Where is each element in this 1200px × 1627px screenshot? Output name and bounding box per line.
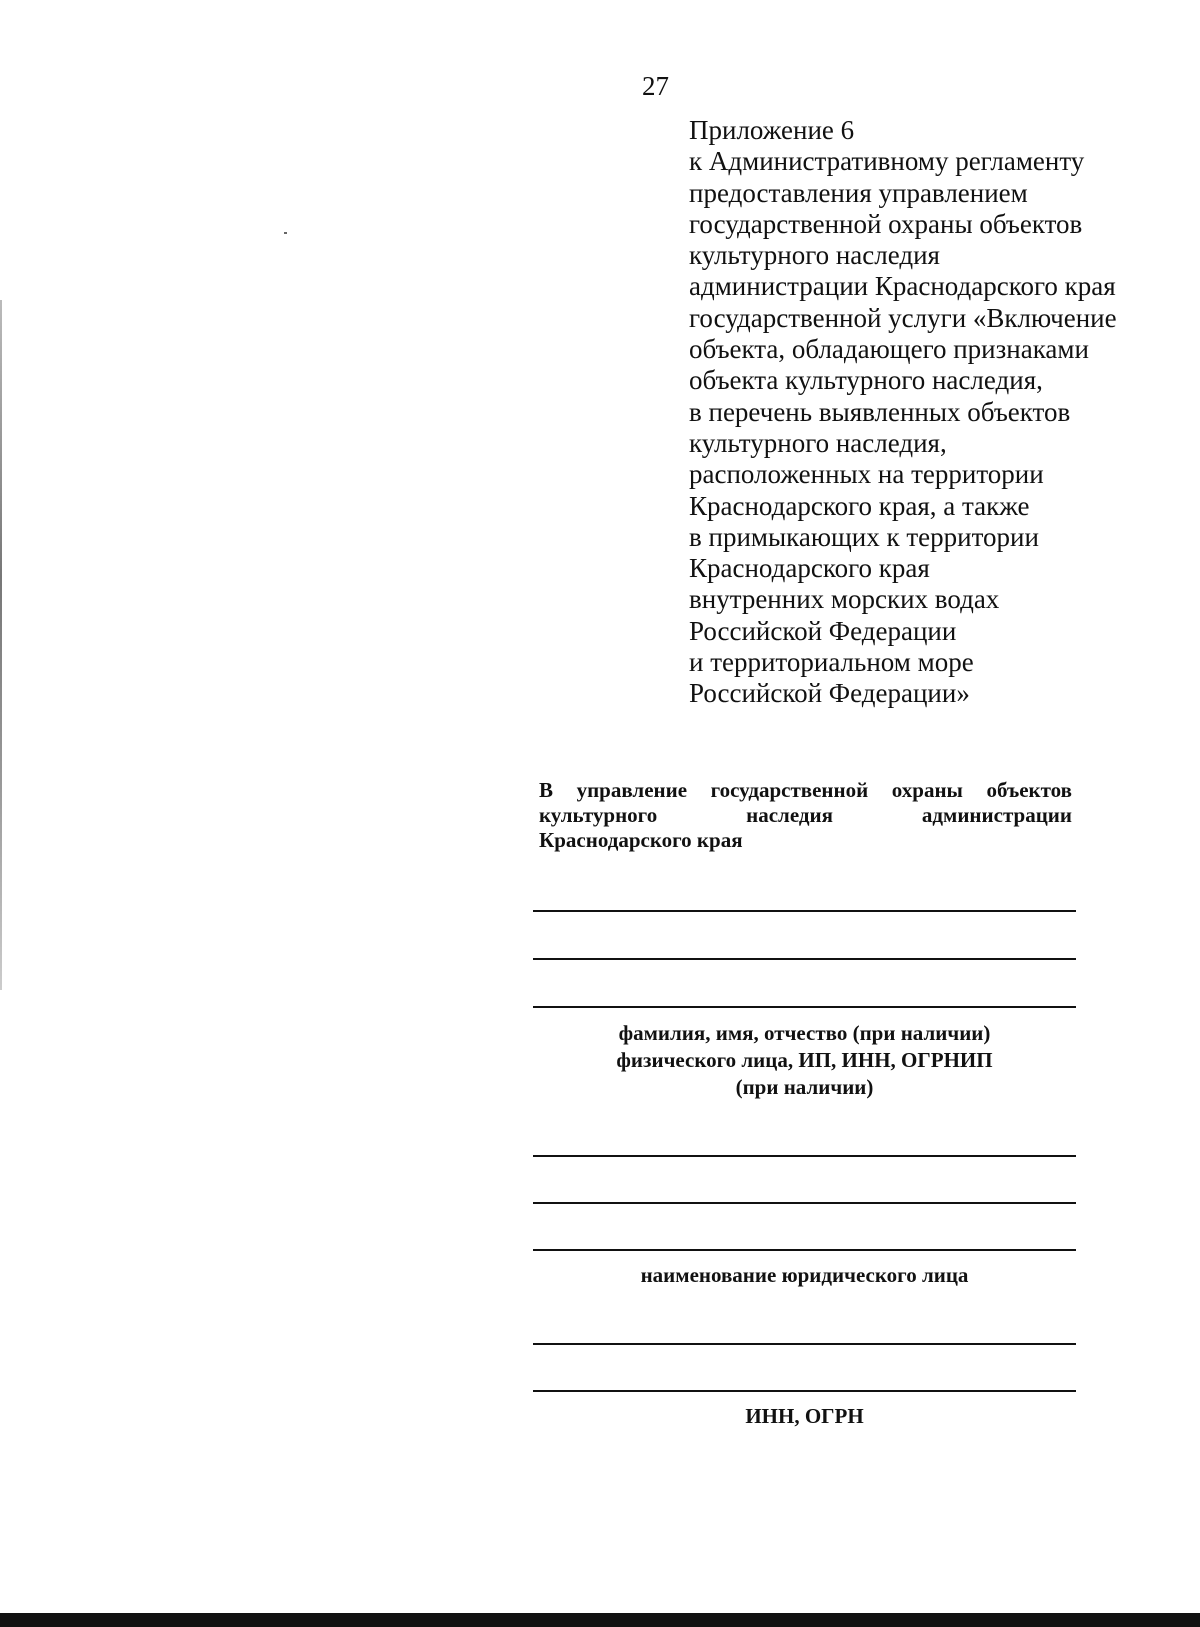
appendix-line: расположенных на территории bbox=[689, 459, 1044, 490]
person-caption-line: (при наличии) bbox=[735, 1075, 874, 1099]
appendix-header bbox=[689, 115, 1189, 710]
appendix-line: культурного наследия bbox=[689, 240, 940, 271]
registration-caption: ИНН, ОГРН bbox=[745, 1404, 864, 1428]
legal-entity-fill-line[interactable] bbox=[533, 1155, 1076, 1157]
person-fill-line[interactable] bbox=[533, 958, 1076, 960]
legal-entity-caption: наименование юридического лица bbox=[640, 1263, 969, 1287]
appendix-line: Краснодарского края, а также bbox=[689, 490, 1030, 521]
legal-entity-fill-line[interactable] bbox=[533, 1202, 1076, 1204]
registration-fill-line[interactable] bbox=[533, 1390, 1076, 1392]
appendix-line: Российской Федерации bbox=[689, 615, 957, 646]
addressee-line: культурного наследия администрации bbox=[539, 803, 1072, 827]
person-fill-line[interactable] bbox=[533, 1006, 1076, 1008]
appendix-line: предоставления управлением bbox=[689, 177, 1028, 208]
page-number: 27 bbox=[642, 71, 669, 101]
appendix-line: и территориальном море bbox=[689, 647, 974, 678]
appendix-line: Приложение 6 bbox=[689, 115, 855, 145]
addressee-line: Краснодарского края bbox=[539, 828, 743, 852]
addressee-block bbox=[539, 778, 1072, 853]
appendix-line: государственной услуги «Включение bbox=[689, 302, 1117, 333]
appendix-line: культурного наследия, bbox=[689, 427, 947, 458]
appendix-line: в примыкающих к территории bbox=[689, 521, 1039, 552]
appendix-line: администрации Краснодарского края bbox=[689, 271, 1116, 302]
legal-entity-fill-line[interactable] bbox=[533, 1249, 1076, 1251]
appendix-line: Российской Федерации» bbox=[689, 678, 970, 709]
person-caption-line: фамилия, имя, отчество (при наличии) bbox=[618, 1021, 991, 1045]
addressee-line: В управление государственной охраны объектов bbox=[539, 778, 1072, 802]
person-caption-line: физического лица, ИП, ИНН, ОГРНИП bbox=[616, 1048, 993, 1072]
person-caption bbox=[533, 1020, 1076, 1101]
appendix-line: объекта культурного наследия, bbox=[689, 365, 1043, 396]
scan-edge-left bbox=[0, 300, 2, 990]
appendix-line: в перечень выявленных объектов bbox=[689, 396, 1071, 427]
person-fill-line[interactable] bbox=[533, 910, 1076, 912]
appendix-line: к Административному регламенту bbox=[689, 146, 1085, 177]
appendix-line: внутренних морских водах bbox=[689, 584, 1000, 615]
scan-mark bbox=[284, 232, 287, 234]
appendix-line: Краснодарского края bbox=[689, 553, 930, 584]
appendix-line: государственной охраны объектов bbox=[689, 208, 1083, 239]
registration-fill-line[interactable] bbox=[533, 1343, 1076, 1345]
appendix-line: объекта, обладающего признаками bbox=[689, 334, 1089, 365]
scan-bottom-edge bbox=[0, 1613, 1200, 1627]
